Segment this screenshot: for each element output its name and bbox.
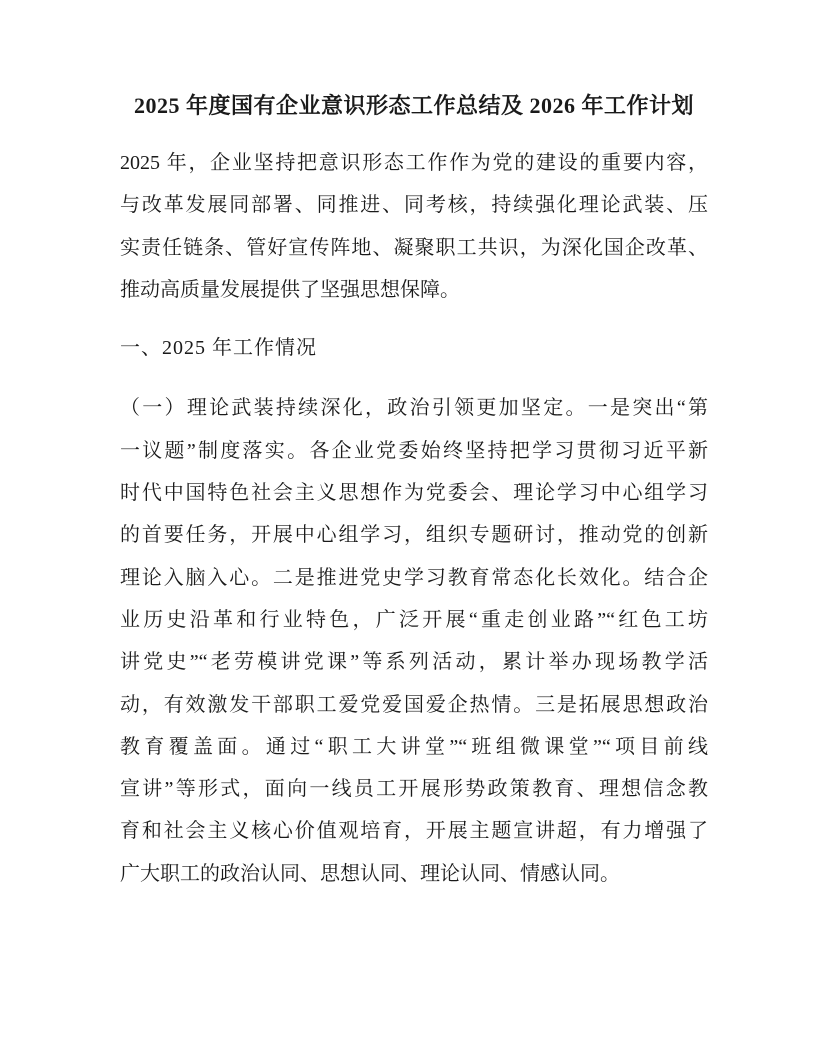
- text-line: 实责任链条、管好宣传阵地、凝聚职工共识，为深化国企改革、: [120, 236, 708, 259]
- text-line: 教育覆盖面。通过“职工大讲堂”“班组微课堂”“项目前线: [120, 735, 708, 758]
- document-title: 2025 年度国有企业意识形态工作总结及 2026 年工作计划: [133, 93, 694, 118]
- text-line: 讲党史”“老劳模讲党课”等系列活动，累计举办现场教学活: [120, 651, 708, 674]
- text-line: 广大职工的政治认同、思想认同、理论认同、情感认同。: [120, 862, 620, 885]
- paragraph-intro: [120, 142, 708, 311]
- section-heading: 一、2025 年工作情况: [120, 337, 317, 360]
- paragraph-section1-body: [120, 387, 708, 895]
- text-line: 时代中国特色社会主义思想作为党委会、理论学习中心组学习: [120, 482, 708, 505]
- document-content: [120, 84, 708, 911]
- text-line: 动，有效激发干部职工爱党爱国爱企热情。三是拓展思想政治: [120, 693, 708, 716]
- text-line: 推动高质量发展提供了坚强思想保障。: [120, 278, 460, 301]
- text-line: 2025 年，企业坚持把意识形态工作作为党的建设的重要内容，: [120, 152, 708, 174]
- text-line: 宣讲”等形式，面向一线员工开展形势政策教育、理想信念教: [120, 778, 708, 801]
- text-line: （一）理论武装持续深化，政治引领更加坚定。一是突出“第: [120, 397, 708, 420]
- text-line: 育和社会主义核心价值观培育，开展主题宣讲超，有力增强了: [120, 820, 708, 843]
- text-line: 的首要任务，开展中心组学习，组织专题研讨，推动党的创新: [120, 524, 708, 547]
- text-line: 与改革发展同部署、同推进、同考核，持续强化理论武装、压: [120, 194, 708, 217]
- text-line: 业历史沿革和行业特色，广泛开展“重走创业路”“红色工坊: [120, 608, 708, 631]
- text-line: 一议题”制度落实。各企业党委始终坚持把学习贯彻习近平新: [120, 439, 708, 462]
- text-line: 理论入脑入心。二是推进党史学习教育常态化长效化。结合企: [120, 566, 708, 589]
